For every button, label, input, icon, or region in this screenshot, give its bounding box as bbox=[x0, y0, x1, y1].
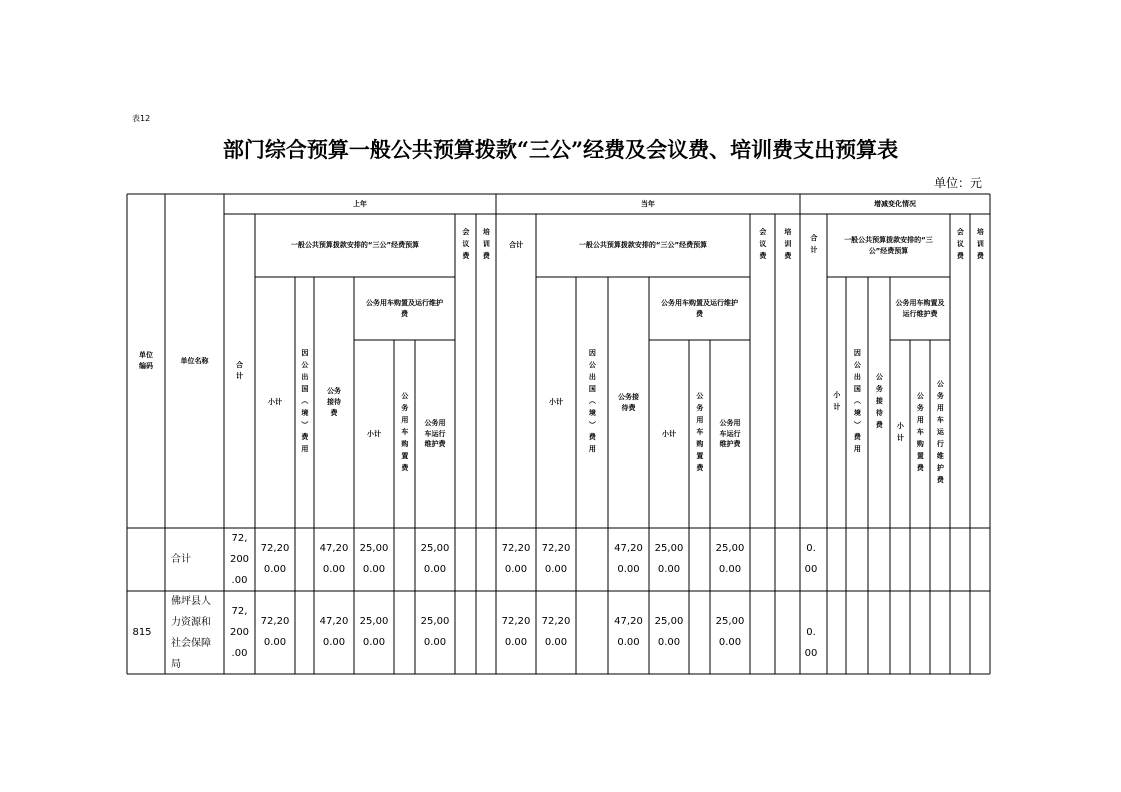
header-prev-training: 培训费 bbox=[482, 227, 491, 264]
row-total-curr-vehicle-operation: 25,00 0.00 bbox=[715, 543, 745, 575]
unit-label: 单位：元 bbox=[934, 176, 983, 190]
row-total-prev-vehicle-subtotal: 25,00 0.00 bbox=[359, 543, 389, 575]
row-815-prev-total: 72, 200 .00 bbox=[229, 606, 250, 659]
header-prev-year: 上年 bbox=[353, 199, 367, 208]
row-total-prev-reception: 47,20 0.00 bbox=[319, 543, 349, 575]
header-prev-abroad: 因公出国（境）费用 bbox=[300, 348, 309, 457]
row-total-prev-total: 72, 200 .00 bbox=[229, 533, 250, 586]
header-change-meeting: 会议费 bbox=[956, 227, 965, 264]
header-change-vehicle-purchase: 公务用车购置费 bbox=[916, 392, 925, 476]
row-total-curr-subtotal: 72,20 0.00 bbox=[541, 543, 571, 575]
header-prev-vehicle-subtotal: 小计 bbox=[367, 429, 381, 438]
header-curr-reception: 公务接待费 bbox=[618, 392, 639, 412]
header-change-abroad: 因公出国（境）费用 bbox=[853, 348, 862, 457]
header-curr-total: 合计 bbox=[509, 241, 523, 250]
row-total-prev-subtotal: 72,20 0.00 bbox=[260, 543, 290, 575]
row-815-change-total: 0. 00 bbox=[804, 627, 818, 659]
row-815-curr-reception: 47,20 0.00 bbox=[614, 616, 643, 648]
header-curr-training: 培训费 bbox=[783, 227, 792, 264]
row-815-curr-vehicle-operation: 25,00 0.00 bbox=[715, 616, 745, 648]
header-change-vehicle-subtotal: 小计 bbox=[896, 422, 905, 446]
row-total-prev-vehicle-operation: 25,00 0.00 bbox=[420, 543, 450, 575]
header-unit-name: 单位名称 bbox=[180, 356, 209, 365]
header-curr-vehicle-subtotal: 小计 bbox=[662, 429, 676, 438]
header-change-reception: 公务接待费 bbox=[875, 372, 884, 433]
row-815-prev-vehicle-subtotal: 25,00 0.00 bbox=[359, 616, 389, 648]
row-815-prev-reception: 47,20 0.00 bbox=[319, 616, 349, 648]
header-prev-meeting: 会议费 bbox=[461, 227, 470, 264]
header-curr-vehicle: 公务用车购置及运行维护费 bbox=[661, 298, 738, 318]
header-prev-vehicle-purchase: 公务用车购置费 bbox=[400, 392, 409, 476]
row-total-curr-reception: 47,20 0.00 bbox=[614, 543, 643, 575]
header-change-vehicle-operation: 公务用车运行维护费 bbox=[936, 380, 945, 488]
header-change-training: 培训费 bbox=[976, 227, 985, 264]
header-change-sangong: 一般公共预算拨款安排的“三公”经费预算 bbox=[844, 235, 933, 255]
row-total-curr-total: 72,20 0.00 bbox=[501, 543, 531, 575]
header-prev-sangong: 一般公共预算拨款安排的“三公”经费预算 bbox=[290, 241, 420, 250]
header-prev-reception: 公务接待费 bbox=[327, 387, 341, 417]
header-unit-code: 单位编码 bbox=[139, 351, 153, 370]
row-815-curr-vehicle-subtotal: 25,00 0.00 bbox=[654, 616, 684, 648]
row-815-prev-subtotal: 72,20 0.00 bbox=[260, 616, 290, 648]
header-change-vehicle: 公务用车购置及运行维护费 bbox=[895, 298, 945, 318]
row-815-curr-subtotal: 72,20 0.00 bbox=[541, 616, 571, 648]
header-curr-meeting: 会议费 bbox=[758, 227, 767, 264]
header-curr-vehicle-purchase: 公务用车购置费 bbox=[695, 392, 704, 476]
header-curr-year: 当年 bbox=[641, 199, 655, 208]
header-curr-abroad: 因公出国（境）费用 bbox=[588, 348, 597, 457]
header-prev-total: 合计 bbox=[236, 361, 243, 380]
header-change-subtotal: 小计 bbox=[832, 390, 841, 415]
header-change-total: 合计 bbox=[809, 233, 818, 258]
page-title: 部门综合预算一般公共预算拨款“三公”经费及会议费、培训费支出预算表 bbox=[222, 137, 899, 162]
header-curr-subtotal: 小计 bbox=[549, 398, 563, 407]
row-815-name: 佛坪县人 力资源和 社会保障 局 bbox=[171, 596, 211, 670]
row-815-prev-vehicle-operation: 25,00 0.00 bbox=[420, 616, 450, 648]
row-total-name: 合计 bbox=[171, 554, 191, 565]
row-815-curr-total: 72,20 0.00 bbox=[501, 616, 531, 648]
header-prev-subtotal: 小计 bbox=[268, 398, 282, 407]
row-total-curr-vehicle-subtotal: 25,00 0.00 bbox=[654, 543, 684, 575]
header-curr-sangong: 一般公共预算拨款安排的“三公”经费预算 bbox=[578, 241, 708, 250]
header-change: 增减变化情况 bbox=[874, 199, 916, 208]
header-curr-vehicle-operation: 公务用车运行维护费 bbox=[719, 418, 741, 449]
row-total-change-total: 0. 00 bbox=[804, 543, 818, 575]
row-815-code: 815 bbox=[132, 627, 152, 638]
header-prev-vehicle: 公务用车购置及运行维护费 bbox=[366, 298, 443, 318]
table-number: 表12 bbox=[132, 114, 151, 123]
header-prev-vehicle-operation: 公务用车运行维护费 bbox=[424, 418, 446, 449]
